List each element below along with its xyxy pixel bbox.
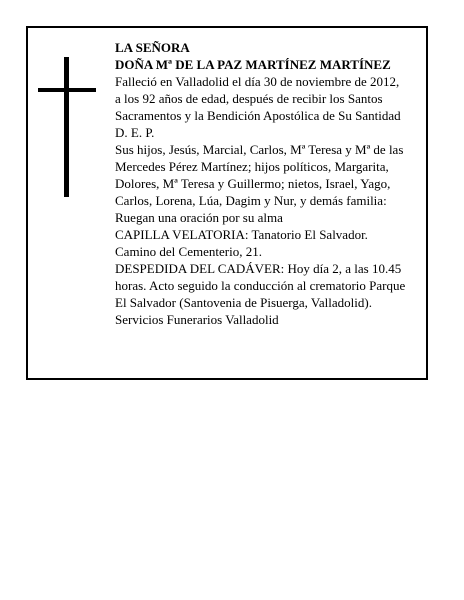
notice-body-line: Sus hijos, Jesús, Marcial, Carlos, Mª Teresa y Mª de las [115, 142, 404, 157]
notice-body-line: Ruegan una oración por su alma [115, 210, 283, 225]
cross-icon [38, 57, 96, 197]
notice-body-line: Camino del Cementerio, 21. [115, 244, 262, 259]
notice-body-line: DESPEDIDA DEL CADÁVER: Hoy día 2, a las 10.45 [115, 261, 402, 276]
notice-body-line: D. E. P. [115, 125, 155, 140]
cross-horizontal-bar [38, 88, 96, 92]
notice-body-line: horas. Acto seguido la conducción al crematorio Parque [115, 278, 406, 293]
notice-body-line: El Salvador (Santovenia de Pisuerga, Valladolid). [115, 295, 372, 310]
notice-body-line: Servicios Funerarios Valladolid [115, 312, 279, 327]
notice-body-line: a los 92 años de edad, después de recibir los Santos [115, 91, 383, 106]
notice-body-line: Carlos, Lorena, Lúa, Dagim y Nur, y demás familia: [115, 193, 387, 208]
notice-body-line: Falleció en Valladolid el día 30 de noviembre de 2012, [115, 74, 400, 89]
obituary-text [115, 39, 426, 328]
notice-heading-honorific: LA SEÑORA [115, 40, 190, 55]
notice-body-line: Dolores, Mª Teresa y Guillermo; nietos, Israel, Yago, [115, 176, 391, 191]
notice-body-line: CAPILLA VELATORIA: Tanatorio El Salvador. [115, 227, 368, 242]
notice-body-line: Sacramentos y la Bendición Apostólica de Su Santidad [115, 108, 401, 123]
obituary-notice-frame [26, 26, 428, 380]
notice-body-line: Mercedes Pérez Martínez; hijos políticos, Margarita, [115, 159, 389, 174]
notice-heading-name: DOÑA Mª DE LA PAZ MARTÍNEZ MARTÍNEZ [115, 57, 391, 72]
cross-vertical-bar [64, 57, 69, 197]
